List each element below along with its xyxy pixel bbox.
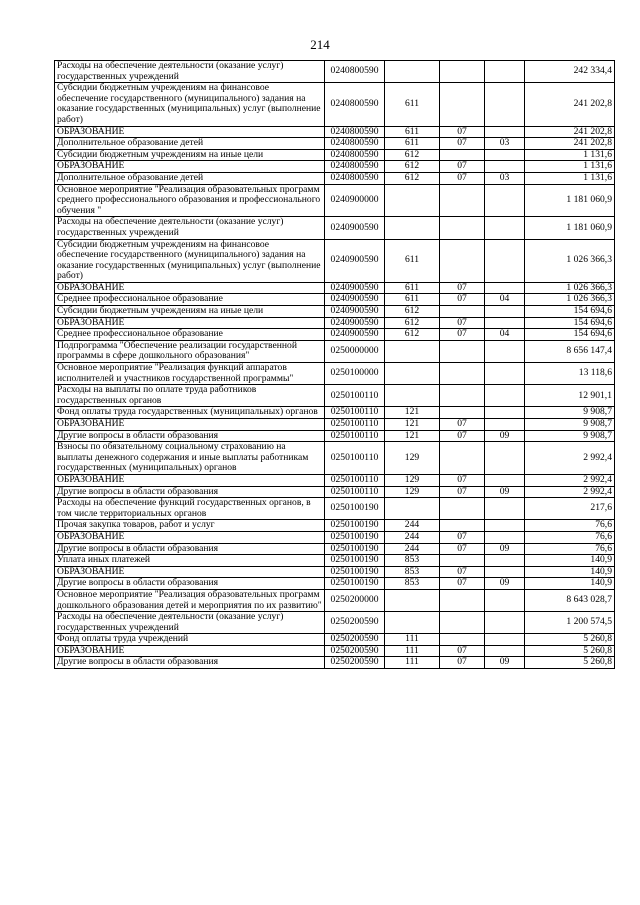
section-cell: [440, 217, 485, 239]
expense-type-cell: 853: [385, 578, 440, 590]
target-article-cell: 0250100110: [325, 442, 385, 475]
expense-type-cell: [385, 385, 440, 407]
amount-cell: 1 131,6: [525, 172, 615, 184]
amount-cell: 1 181 060,9: [525, 217, 615, 239]
subsection-cell: [485, 645, 525, 657]
target-article-cell: 0240800590: [325, 138, 385, 150]
target-article-cell: 0250100190: [325, 578, 385, 590]
amount-cell: 241 202,8: [525, 126, 615, 138]
expense-name-cell: Подпрограмма "Обеспечение реализации государственной программы в сфере дошкольного образования": [55, 340, 325, 362]
table-row: [55, 161, 615, 173]
target-article-cell: 0240900590: [325, 282, 385, 294]
target-article-cell: 0250100190: [325, 555, 385, 567]
expense-name-cell: Другие вопросы в области образования: [55, 657, 325, 669]
target-article-cell: 0240800590: [325, 149, 385, 161]
expense-name-cell: Прочая закупка товаров, работ и услуг: [55, 520, 325, 532]
target-article-cell: 0250100190: [325, 543, 385, 555]
expense-name-cell: ОБРАЗОВАНИЕ: [55, 282, 325, 294]
subsection-cell: [485, 149, 525, 161]
subsection-cell: [485, 83, 525, 126]
section-cell: 07: [440, 578, 485, 590]
amount-cell: 76,6: [525, 543, 615, 555]
amount-cell: 9 908,7: [525, 407, 615, 419]
expense-name-cell: Другие вопросы в области образования: [55, 543, 325, 555]
expense-name-cell: Другие вопросы в области образования: [55, 430, 325, 442]
expense-type-cell: 244: [385, 520, 440, 532]
table-row: [55, 531, 615, 543]
table-row: [55, 578, 615, 590]
table-row: [55, 430, 615, 442]
section-cell: 07: [440, 161, 485, 173]
table-row: [55, 419, 615, 431]
expense-type-cell: 121: [385, 407, 440, 419]
table-row: [55, 294, 615, 306]
expense-type-cell: 129: [385, 474, 440, 486]
table-row: [55, 657, 615, 669]
amount-cell: 1 026 366,3: [525, 282, 615, 294]
expense-type-cell: 612: [385, 329, 440, 341]
section-cell: 07: [440, 645, 485, 657]
expense-type-cell: [385, 340, 440, 362]
table-row: [55, 329, 615, 341]
target-article-cell: 0250200590: [325, 657, 385, 669]
table-row: [55, 317, 615, 329]
subsection-cell: 09: [485, 657, 525, 669]
subsection-cell: 04: [485, 329, 525, 341]
subsection-cell: [485, 317, 525, 329]
expense-name-cell: Субсидии бюджетным учреждениям на финансовое обеспечение государственного (муниципального) задания на оказание государственных (муниципальных) услуг (выполнение работ): [55, 239, 325, 282]
section-cell: 07: [440, 282, 485, 294]
target-article-cell: 0240900590: [325, 217, 385, 239]
subsection-cell: [485, 419, 525, 431]
section-cell: 07: [440, 138, 485, 150]
subsection-cell: [485, 634, 525, 646]
expense-name-cell: Взносы по обязательному социальному страхованию на выплаты денежного содержания и иные выплаты работникам государственных (муниципальных) органов: [55, 442, 325, 475]
subsection-cell: [485, 184, 525, 217]
table-row: [55, 282, 615, 294]
subsection-cell: 09: [485, 430, 525, 442]
expense-type-cell: 129: [385, 442, 440, 475]
amount-cell: 140,9: [525, 555, 615, 567]
table-row: [55, 340, 615, 362]
table-row: [55, 126, 615, 138]
target-article-cell: 0250100190: [325, 531, 385, 543]
subsection-cell: 03: [485, 138, 525, 150]
section-cell: 07: [440, 317, 485, 329]
target-article-cell: 0250000000: [325, 340, 385, 362]
expense-type-cell: 611: [385, 126, 440, 138]
table-row: [55, 306, 615, 318]
expense-name-cell: Основное мероприятие "Реализация образовательных программ дошкольного образования детей и мероприятия по их развитию": [55, 589, 325, 611]
amount-cell: 8 656 147,4: [525, 340, 615, 362]
subsection-cell: [485, 306, 525, 318]
budget-table-body: [55, 61, 615, 669]
target-article-cell: 0240900590: [325, 239, 385, 282]
expense-name-cell: Субсидии бюджетным учреждениям на финансовое обеспечение государственного (муниципального) задания на оказание государственных (муниципальных) услуг (выполнение работ): [55, 83, 325, 126]
expense-name-cell: Фонд оплаты труда учреждений: [55, 634, 325, 646]
table-row: [55, 566, 615, 578]
target-article-cell: 0250100110: [325, 385, 385, 407]
section-cell: [440, 340, 485, 362]
target-article-cell: 0240800590: [325, 126, 385, 138]
expense-name-cell: ОБРАЗОВАНИЕ: [55, 161, 325, 173]
section-cell: 07: [440, 172, 485, 184]
table-row: [55, 442, 615, 475]
table-row: [55, 239, 615, 282]
amount-cell: 5 260,8: [525, 657, 615, 669]
amount-cell: 140,9: [525, 566, 615, 578]
subsection-cell: [485, 612, 525, 634]
amount-cell: 140,9: [525, 578, 615, 590]
section-cell: 07: [440, 657, 485, 669]
table-row: [55, 486, 615, 498]
amount-cell: 5 260,8: [525, 645, 615, 657]
amount-cell: 5 260,8: [525, 634, 615, 646]
expense-name-cell: Субсидии бюджетным учреждениям на иные цели: [55, 306, 325, 318]
amount-cell: 76,6: [525, 531, 615, 543]
expense-type-cell: 612: [385, 172, 440, 184]
subsection-cell: [485, 407, 525, 419]
target-article-cell: 0250200590: [325, 645, 385, 657]
expense-type-cell: 121: [385, 430, 440, 442]
amount-cell: 1 181 060,9: [525, 184, 615, 217]
section-cell: 07: [440, 430, 485, 442]
expense-name-cell: Другие вопросы в области образования: [55, 578, 325, 590]
table-row: [55, 184, 615, 217]
amount-cell: 2 992,4: [525, 474, 615, 486]
amount-cell: 154 694,6: [525, 306, 615, 318]
subsection-cell: 09: [485, 486, 525, 498]
expense-name-cell: ОБРАЗОВАНИЕ: [55, 645, 325, 657]
expense-type-cell: 853: [385, 555, 440, 567]
expense-name-cell: Субсидии бюджетным учреждениям на иные цели: [55, 149, 325, 161]
target-article-cell: 0250200590: [325, 634, 385, 646]
subsection-cell: [485, 363, 525, 385]
section-cell: [440, 149, 485, 161]
subsection-cell: [485, 589, 525, 611]
target-article-cell: 0250100190: [325, 520, 385, 532]
subsection-cell: [485, 161, 525, 173]
subsection-cell: [485, 566, 525, 578]
subsection-cell: [485, 442, 525, 475]
table-row: [55, 520, 615, 532]
amount-cell: 13 118,6: [525, 363, 615, 385]
section-cell: [440, 634, 485, 646]
section-cell: 07: [440, 294, 485, 306]
expense-type-cell: [385, 612, 440, 634]
table-row: [55, 217, 615, 239]
expense-type-cell: 244: [385, 531, 440, 543]
amount-cell: 2 992,4: [525, 486, 615, 498]
section-cell: 07: [440, 474, 485, 486]
expense-type-cell: 111: [385, 645, 440, 657]
subsection-cell: 03: [485, 172, 525, 184]
expense-name-cell: ОБРАЗОВАНИЕ: [55, 474, 325, 486]
amount-cell: 9 908,7: [525, 430, 615, 442]
subsection-cell: [485, 217, 525, 239]
subsection-cell: [485, 520, 525, 532]
subsection-cell: [485, 531, 525, 543]
expense-type-cell: 853: [385, 566, 440, 578]
expense-name-cell: Уплата иных платежей: [55, 555, 325, 567]
expense-type-cell: 611: [385, 239, 440, 282]
section-cell: 07: [440, 329, 485, 341]
subsection-cell: [485, 555, 525, 567]
expense-name-cell: ОБРАЗОВАНИЕ: [55, 531, 325, 543]
section-cell: [440, 83, 485, 126]
expense-type-cell: [385, 184, 440, 217]
expense-name-cell: Основное мероприятие "Реализация функций аппаратов исполнителей и участников государственной программы": [55, 363, 325, 385]
expense-name-cell: ОБРАЗОВАНИЕ: [55, 317, 325, 329]
target-article-cell: 0240800590: [325, 83, 385, 126]
subsection-cell: [485, 340, 525, 362]
target-article-cell: 0250100110: [325, 474, 385, 486]
expense-type-cell: 612: [385, 317, 440, 329]
subsection-cell: [485, 61, 525, 83]
amount-cell: 9 908,7: [525, 419, 615, 431]
expense-name-cell: Расходы на обеспечение деятельности (оказание услуг) государственных учреждений: [55, 217, 325, 239]
page-number: 214: [310, 37, 330, 52]
target-article-cell: 0240800590: [325, 61, 385, 83]
table-row: [55, 645, 615, 657]
section-cell: [440, 520, 485, 532]
table-row: [55, 138, 615, 150]
section-cell: 07: [440, 486, 485, 498]
section-cell: [440, 589, 485, 611]
expense-type-cell: [385, 363, 440, 385]
table-row: [55, 634, 615, 646]
expense-name-cell: Среднее профессиональное образование: [55, 294, 325, 306]
amount-cell: 8 643 028,7: [525, 589, 615, 611]
table-row: [55, 61, 615, 83]
expense-type-cell: 612: [385, 306, 440, 318]
table-row: [55, 172, 615, 184]
subsection-cell: 09: [485, 578, 525, 590]
expense-type-cell: 611: [385, 138, 440, 150]
amount-cell: 242 334,4: [525, 61, 615, 83]
amount-cell: 1 026 366,3: [525, 239, 615, 282]
subsection-cell: [485, 498, 525, 520]
subsection-cell: [485, 282, 525, 294]
target-article-cell: 0250100190: [325, 498, 385, 520]
section-cell: [440, 407, 485, 419]
expense-type-cell: 244: [385, 543, 440, 555]
target-article-cell: 0240900590: [325, 294, 385, 306]
expense-name-cell: Расходы на выплаты по оплате труда работников государственных органов: [55, 385, 325, 407]
budget-table: [54, 60, 615, 669]
section-cell: [440, 61, 485, 83]
amount-cell: 1 200 574,5: [525, 612, 615, 634]
expense-type-cell: 611: [385, 282, 440, 294]
expense-name-cell: Дополнительное образование детей: [55, 138, 325, 150]
expense-name-cell: Расходы на обеспечение функций государственных органов, в том числе территориальных органов: [55, 498, 325, 520]
expense-name-cell: Расходы на обеспечение деятельности (оказание услуг) государственных учреждений: [55, 612, 325, 634]
section-cell: 07: [440, 531, 485, 543]
amount-cell: 241 202,8: [525, 83, 615, 126]
section-cell: [440, 363, 485, 385]
expense-type-cell: [385, 498, 440, 520]
expense-name-cell: Дополнительное образование детей: [55, 172, 325, 184]
expense-type-cell: 612: [385, 161, 440, 173]
expense-name-cell: Фонд оплаты труда государственных (муниципальных) органов: [55, 407, 325, 419]
amount-cell: 76,6: [525, 520, 615, 532]
amount-cell: 1 026 366,3: [525, 294, 615, 306]
table-row: [55, 589, 615, 611]
subsection-cell: [485, 385, 525, 407]
target-article-cell: 0250200590: [325, 612, 385, 634]
section-cell: [440, 555, 485, 567]
expense-type-cell: 611: [385, 83, 440, 126]
expense-name-cell: Расходы на обеспечение деятельности (оказание услуг) государственных учреждений: [55, 61, 325, 83]
subsection-cell: 09: [485, 543, 525, 555]
table-row: [55, 149, 615, 161]
section-cell: [440, 498, 485, 520]
section-cell: 07: [440, 419, 485, 431]
section-cell: [440, 184, 485, 217]
expense-name-cell: Основное мероприятие "Реализация образовательных программ среднего профессионального образования и профессионального обучения ": [55, 184, 325, 217]
amount-cell: 154 694,6: [525, 329, 615, 341]
target-article-cell: 0240900590: [325, 329, 385, 341]
expense-type-cell: 111: [385, 634, 440, 646]
amount-cell: 2 992,4: [525, 442, 615, 475]
target-article-cell: 0250100000: [325, 363, 385, 385]
expense-name-cell: ОБРАЗОВАНИЕ: [55, 566, 325, 578]
expense-type-cell: 121: [385, 419, 440, 431]
target-article-cell: 0250100110: [325, 419, 385, 431]
table-row: [55, 363, 615, 385]
target-article-cell: 0240900590: [325, 317, 385, 329]
table-row: [55, 543, 615, 555]
target-article-cell: 0240800590: [325, 172, 385, 184]
table-row: [55, 612, 615, 634]
subsection-cell: [485, 126, 525, 138]
target-article-cell: 0240800590: [325, 161, 385, 173]
amount-cell: 154 694,6: [525, 317, 615, 329]
amount-cell: 217,6: [525, 498, 615, 520]
table-row: [55, 83, 615, 126]
table-row: [55, 555, 615, 567]
expense-name-cell: Другие вопросы в области образования: [55, 486, 325, 498]
amount-cell: 12 901,1: [525, 385, 615, 407]
table-row: [55, 385, 615, 407]
expense-name-cell: ОБРАЗОВАНИЕ: [55, 419, 325, 431]
table-row: [55, 407, 615, 419]
section-cell: 07: [440, 126, 485, 138]
target-article-cell: 0250100110: [325, 430, 385, 442]
expense-type-cell: 111: [385, 657, 440, 669]
section-cell: [440, 239, 485, 282]
target-article-cell: 0250100110: [325, 407, 385, 419]
amount-cell: 1 131,6: [525, 161, 615, 173]
amount-cell: 1 131,6: [525, 149, 615, 161]
expense-type-cell: [385, 217, 440, 239]
expense-type-cell: [385, 589, 440, 611]
target-article-cell: 0240900000: [325, 184, 385, 217]
section-cell: [440, 385, 485, 407]
target-article-cell: 0250100110: [325, 486, 385, 498]
section-cell: 07: [440, 543, 485, 555]
table-row: [55, 498, 615, 520]
section-cell: [440, 306, 485, 318]
expense-name-cell: Среднее профессиональное образование: [55, 329, 325, 341]
expense-type-cell: 611: [385, 294, 440, 306]
target-article-cell: 0250200000: [325, 589, 385, 611]
table-row: [55, 474, 615, 486]
amount-cell: 241 202,8: [525, 138, 615, 150]
section-cell: [440, 442, 485, 475]
target-article-cell: 0240900590: [325, 306, 385, 318]
section-cell: 07: [440, 566, 485, 578]
subsection-cell: [485, 474, 525, 486]
expense-type-cell: 612: [385, 149, 440, 161]
target-article-cell: 0250100190: [325, 566, 385, 578]
section-cell: [440, 612, 485, 634]
expense-type-cell: [385, 61, 440, 83]
expense-name-cell: ОБРАЗОВАНИЕ: [55, 126, 325, 138]
subsection-cell: [485, 239, 525, 282]
expense-type-cell: 129: [385, 486, 440, 498]
subsection-cell: 04: [485, 294, 525, 306]
